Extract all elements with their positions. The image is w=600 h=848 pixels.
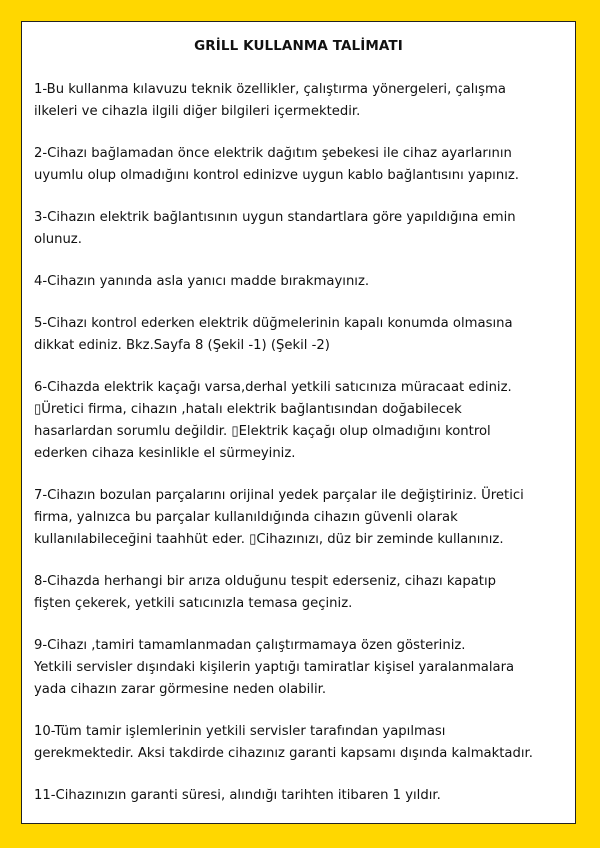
instruction-panel <box>21 21 576 824</box>
paragraph-1: 1-Bu kullanma kılavuzu teknik özellikler, çalıştırma yönergeleri, çalışma ilkeleri ve cihazla ilgili diğer bilgileri içermektedir. <box>34 82 506 119</box>
paragraph-6: 6-Cihazda elektrik kaçağı varsa,derhal yetkili satıcınıza müracaat ediniz. ▯Üretici firma, cihazın ,hatalı elektrik bağlantısından doğabilecek hasarlardan sorumlu değildir. ▯Elektrik kaçağı olup olmadığını kontrol ederken cihaza kesinlikle el sürmeyiniz. <box>34 380 512 461</box>
document-title: GRİLL KULLANMA TALİMATI <box>194 38 403 54</box>
paragraph-8: 8-Cihazda herhangi bir arıza olduğunu tespit ederseniz, cihazı kapatıp fişten çekerek, yetkili satıcınızla temasa geçiniz. <box>34 574 496 611</box>
paragraph-3: 3-Cihazın elektrik bağlantısının uygun standartlara göre yapıldığına emin olunuz. <box>34 210 516 247</box>
paragraph-9: 9-Cihazı ,tamiri tamamlanmadan çalıştırmamaya özen gösteriniz. Yetkili servisler dışındaki kişilerin yaptığı tamiratlar kişisel yaralanmalara yada cihazın zarar görmesine neden olabilir. <box>34 638 515 697</box>
paragraph-11: 11-Cihazınızın garanti süresi, alındığı tarihten itibaren 1 yıldır. <box>34 788 441 803</box>
paragraph-2: 2-Cihazı bağlamadan önce elektrik dağıtım şebekesi ile cihaz ayarlarının uyumlu olup olmadığını kontrol edinizve uygun kablo bağlantısını yapınız. <box>34 146 519 183</box>
paragraph-4: 4-Cihazın yanında asla yanıcı madde bırakmayınız. <box>34 274 370 289</box>
paragraph-10: 10-Tüm tamir işlemlerinin yetkili servisler tarafından yapılması gerekmektedir. Aksi takdirde cihazınız garanti kapsamı dışında kalmaktadır. <box>34 724 533 761</box>
paragraph-5: 5-Cihazı kontrol ederken elektrik düğmelerinin kapalı konumda olmasına dikkat ediniz. Bkz.Sayfa 8 (Şekil -1) (Şekil -2) <box>34 316 513 353</box>
paragraph-7: 7-Cihazın bozulan parçalarını orijinal yedek parçalar ile değiştiriniz. Üretici firma, yalnızca bu parçalar kullanıldığında cihazın güvenli olarak kullanılabileceğini taahhüt eder. ▯Cihazınızı, düz bir zeminde kullanınız. <box>34 488 524 547</box>
